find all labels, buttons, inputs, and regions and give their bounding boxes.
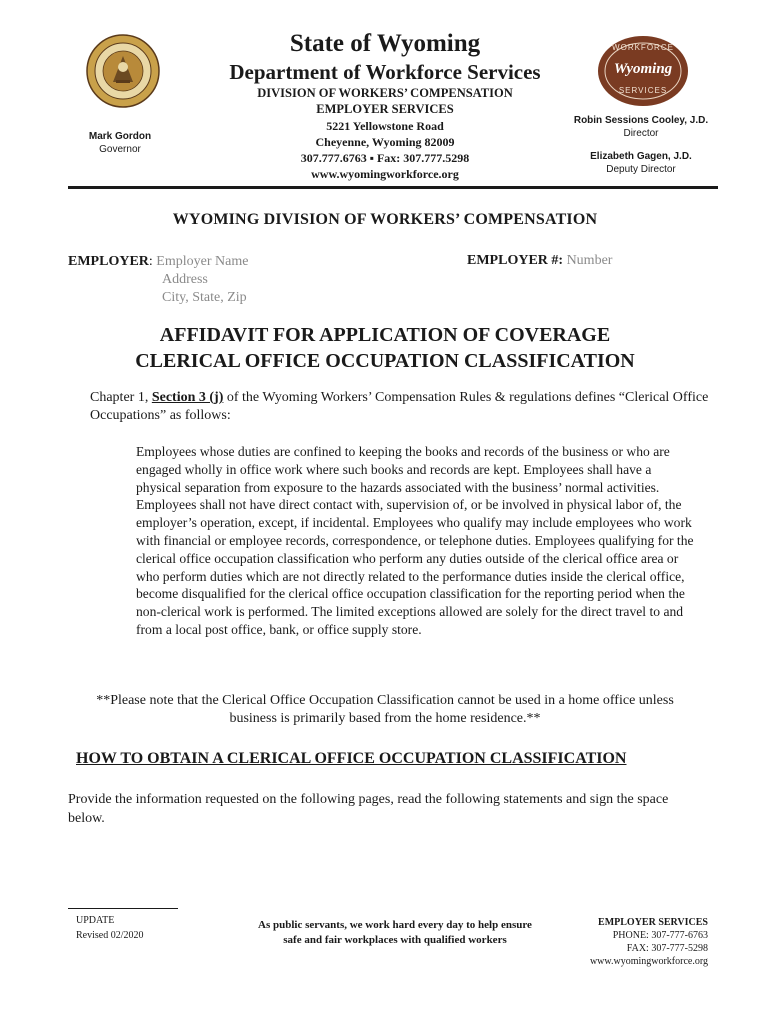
section-title: WYOMING DIVISION OF WORKERS’ COMPENSATION (172, 211, 598, 228)
governor-name: Mark Gordon (88, 131, 152, 142)
chapter-suffix: of the Wyoming Workers’ Compensation Rules & regulations defines “Clerical Office Occupations” as follows: (90, 390, 709, 423)
slogan-line-1: As public servants, we work hard every day to help ensure (258, 919, 532, 931)
footer-contact-heading: EMPLOYER SERVICES (598, 917, 708, 928)
employer-label: EMPLOYER (68, 254, 149, 269)
governor-block (70, 130, 170, 156)
note-line-1: **Please note that the Clerical Office Occupation Classification cannot be used in a home office unless (96, 693, 674, 708)
employer-name-field[interactable]: Employer Name (156, 254, 249, 269)
update-label: UPDATE (76, 915, 115, 926)
footer-fax: FAX: 307-777-5298 (626, 943, 708, 954)
logo-text-top: WORKFORCE (612, 43, 674, 52)
definition-paragraph: Employees whose duties are confined to keeping the books and records of the business or who are engaged wholly in office work where such books and records are kept. Employees shall have a physical separation from exposure to the hazards associated with the business’ normal activities. Employees shall not have direct contact with, supervision of, or be involved in physical labor of, the employer’s operation, except, if incidental. Employees who qualify may include employees who work with financial or employee records, correspondence, or telephone duties. Employees qualifying for the clerical office occupation classification who perform any duties outside of the clerical office area or who perform duties which are not directly related to the performance duties inside the clerical office, become disqualified for the clerical office occupation classification for the reporting period when the non-clerical work is performed. The limited exceptions allowed are solely for the direct travel to and from a local post office, bank, or office supply store. (136, 444, 694, 637)
employer-address-field[interactable]: Address (162, 272, 208, 287)
division-name (0, 85, 770, 117)
director-block (566, 114, 716, 140)
director-name: Robin Sessions Cooley, J.D. (573, 115, 709, 126)
deputy-director-block (566, 150, 716, 176)
division-line-1: DIVISION OF WORKERS’ COMPENSATION (257, 86, 513, 100)
revised-date: Revised 02/2020 (76, 930, 144, 941)
section-reference: Section 3 (j) (151, 390, 224, 405)
affidavit-title-line-2: CLERICAL OFFICE OCCUPATION CLASSIFICATION (135, 350, 635, 372)
footer-website[interactable]: www.wyomingworkforce.org (589, 956, 708, 967)
footer-slogan (230, 918, 560, 948)
employer-number-input[interactable]: Number (566, 253, 613, 268)
employer-field: EMPLOYER: Employer Name (68, 254, 249, 269)
address-line-1: 5221 Yellowstone Road (326, 119, 444, 133)
footer-divider (68, 908, 178, 909)
footer-phone: PHONE: 307-777-6763 (612, 930, 708, 941)
note-line-2: business is primarily based from the home residence.** (229, 711, 541, 726)
letterhead-title: State of Wyoming (289, 30, 481, 57)
chapter-prefix: Chapter 1, (90, 390, 149, 405)
employer-city-field[interactable]: City, State, Zip (162, 290, 247, 305)
department-name: Department of Workforce Services (229, 60, 541, 84)
employer-number-label: EMPLOYER #: (467, 253, 564, 268)
employer-address-block (162, 271, 247, 307)
address-line-2: Cheyenne, Wyoming 82009 (315, 135, 455, 149)
header-divider (68, 186, 718, 189)
instructions-text: Provide the information requested on the following pages, read the following statements and sign the space below. (68, 792, 669, 826)
website: www.wyomingworkforce.org (311, 167, 459, 181)
update-block (76, 913, 144, 943)
deputy-name: Elizabeth Gagen, J.D. (590, 151, 692, 162)
director-title: Director (623, 128, 659, 139)
logo-text-bottom: SERVICES (618, 86, 668, 95)
phone-fax: 307.777.6763 ▪ Fax: 307.777.5298 (300, 151, 470, 165)
howto-heading: HOW TO OBTAIN A CLERICAL OFFICE OCCUPATION CLASSIFICATION (76, 750, 627, 767)
affidavit-title-line-1: AFFIDAVIT FOR APPLICATION OF COVERAGE (159, 324, 611, 346)
deputy-title: Deputy Director (606, 164, 676, 175)
affidavit-title (0, 322, 770, 374)
home-office-note (0, 692, 770, 728)
governor-title: Governor (99, 144, 141, 155)
footer-contact (560, 916, 708, 968)
logo-text-mid: Wyoming (613, 61, 673, 77)
slogan-line-2: safe and fair workplaces with qualified workers (283, 934, 507, 946)
employer-number-field (467, 253, 612, 269)
chapter-reference (90, 389, 710, 425)
division-line-2: EMPLOYER SERVICES (316, 102, 454, 116)
